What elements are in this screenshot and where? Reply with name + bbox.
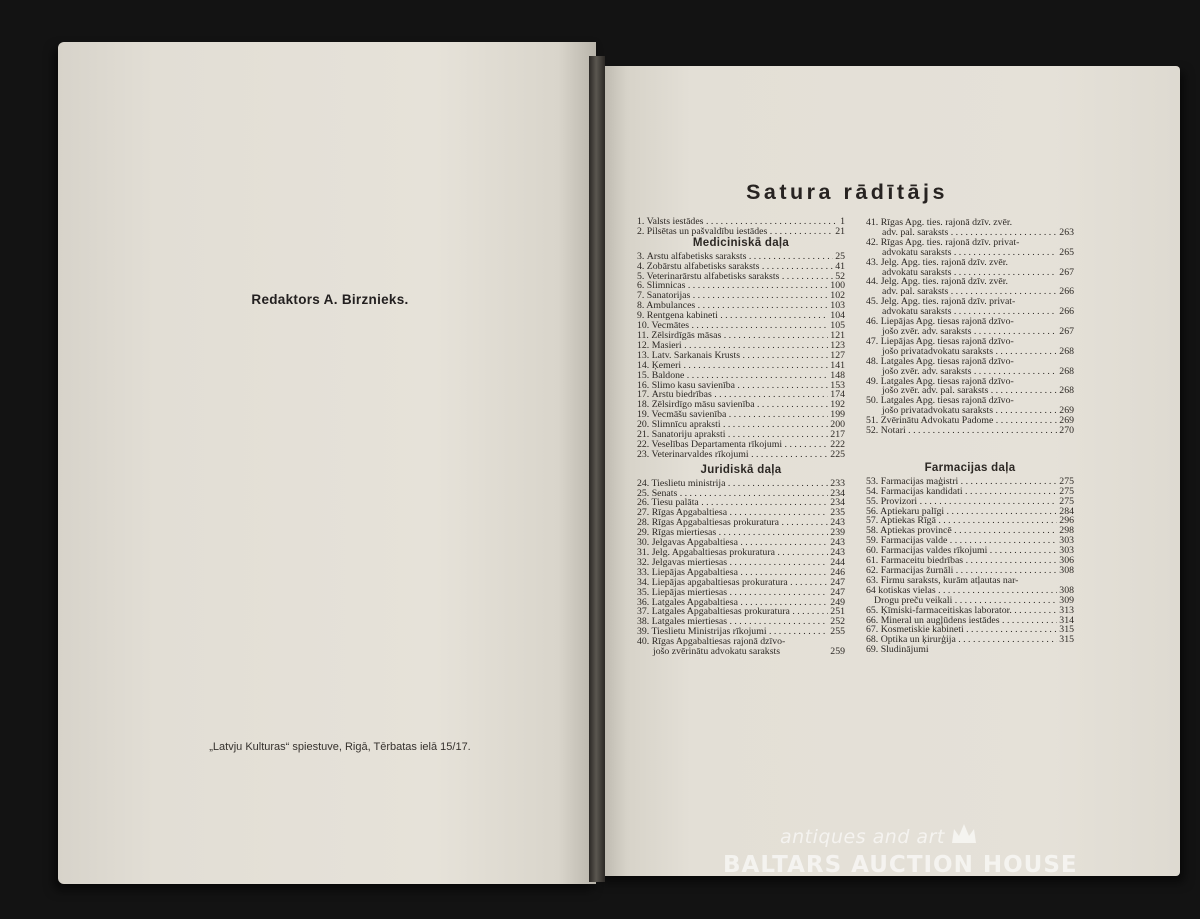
toc-entry-page: 303: [1059, 545, 1074, 557]
toc-entry: [637, 381, 845, 391]
toc-entry-text: 11. Žēlsirdīgās māsas . . .: [637, 331, 828, 341]
legal-tail-list: [866, 416, 1074, 436]
toc-entry: [866, 487, 1074, 497]
toc-entry-page: 268: [1059, 385, 1074, 397]
toc-entry-page: 275: [1059, 485, 1074, 497]
toc-entry-line: 43. Jelg. Apg. ties. rajonā dzīv. zvēr.: [866, 256, 1008, 268]
watermark-tagline: antiques and art: [780, 826, 945, 848]
toc-entry-line: 45. Jelg. Apg. ties. rajonā dzīv. privat-: [866, 296, 1016, 308]
medical-section-heading: Mediciniskā daļa: [692, 236, 790, 249]
toc-entry: [637, 390, 845, 400]
toc-entry-text: advokatu saraksts . . .: [866, 248, 1057, 258]
toc-entry-page: 199: [830, 409, 845, 421]
toc-entry-text: 8. Ambulances . . .: [637, 301, 828, 311]
toc-entry-page: 315: [1059, 634, 1074, 646]
toc-entry-page: 244: [830, 556, 845, 568]
toc-entry-page: 222: [830, 438, 845, 450]
toc-entry-page: 303: [1059, 535, 1074, 547]
toc-entry-text: 27. Rīgas Apgabaltiesa . . .: [637, 508, 828, 518]
toc-entry-text: jošo privatadvokatu saraksts . . .: [866, 406, 1057, 416]
toc-entry: [866, 526, 1074, 536]
toc-entry-text: 2. Pilsētas un pašvaldību iestādes . . .: [637, 227, 833, 237]
toc-entry-text: 35. Liepājas miertiesas . . .: [637, 588, 828, 598]
toc-entry: [637, 291, 845, 301]
toc-entry-text: 65. Ķīmiski-farmaceitiskas laborator. . . .: [866, 606, 1057, 616]
toc-entry-text: 54. Farmacijas kandidati . . .: [866, 487, 1057, 497]
toc-entry-page: 200: [830, 419, 845, 431]
toc-left-column: [637, 217, 845, 657]
toc-entry-page: 21: [835, 225, 845, 237]
toc-entry: [637, 351, 845, 361]
toc-entry-page: 100: [830, 280, 845, 292]
toc-entry-text: 18. Žēlsirdīgo māsu savienība . . .: [637, 400, 828, 410]
toc-entry-page: 275: [1059, 495, 1074, 507]
toc-entry-page: 103: [830, 300, 845, 312]
toc-entry-text: 62. Farmacijas žurnāli . . .: [866, 566, 1057, 576]
toc-entry: [637, 371, 845, 381]
toc-entry-text: 66. Mineral un augļūdens iestādes . . .: [866, 616, 1057, 626]
toc-entry-page: 266: [1059, 286, 1074, 298]
toc-entry-page: 243: [830, 547, 845, 558]
toc-entry-line: 44. Jelg. Apg. ties. rajonā dzīv. zvēr.: [866, 276, 1008, 288]
toc-entry-text: 7. Sanatorijas . . .: [637, 291, 828, 301]
toc-entry-page: 309: [1059, 594, 1074, 606]
toc-entry-page: 263: [1059, 226, 1074, 238]
toc-entry-page: 268: [1059, 365, 1074, 377]
toc-entry-page: 25: [835, 250, 845, 262]
toc-entry: [637, 498, 845, 508]
toc-entry: [637, 281, 845, 291]
toc-entry: [637, 538, 845, 548]
toc-entry-page: 104: [830, 310, 845, 322]
toc-entry: [866, 586, 1074, 596]
intro-list: [637, 217, 845, 237]
toc-entry: [637, 301, 845, 311]
toc-entry-text: 9. Rentgena kabineti . . .: [637, 311, 828, 321]
toc-title: Satura rādītājs: [746, 180, 948, 204]
auction-watermark: [718, 826, 1128, 896]
toc-entry-text: 59. Farmacijas valde . . .: [866, 536, 1057, 546]
toc-entry-page: 192: [830, 399, 845, 411]
toc-entry-line: 41. Rīgas Apg. ties. rajonā dzīv. zvēr.: [866, 217, 1013, 228]
toc-entry-text: 23. Veterinarvaldes rīkojumi . . .: [637, 450, 828, 460]
toc-right-column: [866, 218, 1074, 655]
crown-icon: [949, 821, 979, 847]
toc-entry-text: adv. pal. saraksts . . .: [866, 287, 1057, 297]
toc-entry-page: 268: [1059, 345, 1074, 357]
toc-entry: [866, 507, 1074, 517]
toc-entry-text: 19. Vecmāšu savienība . . .: [637, 410, 828, 420]
left-page: [58, 42, 596, 884]
toc-entry: [637, 450, 845, 460]
toc-entry-text: 10. Vecmātes . . .: [637, 321, 828, 331]
toc-entry: [637, 262, 845, 272]
legal-more-list: [866, 218, 1074, 416]
toc-entry: [866, 536, 1074, 546]
toc-entry-page: 315: [1059, 624, 1074, 636]
toc-entry-page: 266: [1059, 306, 1074, 318]
toc-entry: [637, 558, 845, 568]
toc-entry-text: 61. Farmaceitu biedrības . . .: [866, 556, 1057, 566]
toc-entry-page: 306: [1059, 555, 1074, 567]
toc-entry-page: 1: [840, 216, 845, 227]
pharmacy-section-heading: Farmacijas daļa: [924, 461, 1016, 474]
toc-entry-text: 30. Jelgavas Apgabaltiesa . . .: [637, 538, 828, 548]
toc-entry-page: 269: [1059, 405, 1074, 417]
toc-entry-page: 41: [835, 260, 845, 272]
toc-entry-page: 247: [830, 576, 845, 588]
pharmacy-tail-list: [866, 606, 1074, 646]
toc-entry-text: 6. Slimnicas . . .: [637, 281, 828, 291]
toc-entry-page: 246: [830, 566, 845, 578]
toc-entry-text: 53. Farmacijas maģistri . . .: [866, 477, 1057, 487]
toc-entry-page: 153: [830, 379, 845, 391]
toc-entry-text: jošo privatadvokatu saraksts . . .: [866, 347, 1057, 357]
toc-entry-page: 259: [830, 646, 845, 658]
toc-entry-page: 255: [830, 626, 845, 638]
toc-entry-page: 233: [830, 477, 845, 489]
toc-entry-page: 123: [830, 339, 845, 351]
toc-entry-page: 148: [830, 369, 845, 381]
toc-entry-text: 14. Ķemeri . . .: [637, 361, 828, 371]
toc-entry-text: 58. Aptiekas provincē . . .: [866, 526, 1057, 536]
toc-entry-page: 174: [830, 389, 845, 401]
toc-entry-line: 69. Sludinājumi: [866, 644, 929, 656]
toc-entry: [866, 426, 1074, 436]
legal-section-heading: Juridiskā daļa: [700, 463, 782, 476]
toc-entry-text: 13. Latv. Sarkanais Krusts . . .: [637, 351, 828, 361]
toc-entry: [637, 568, 845, 578]
toc-entry-text: 51. Zvērinātu Advokatu Padome . . .: [866, 416, 1057, 426]
toc-entry: [637, 598, 845, 608]
toc-entry-page: 217: [830, 429, 845, 441]
toc-entry: [866, 416, 1074, 426]
toc-entry-text: 32. Jelgavas miertiesas . . .: [637, 558, 828, 568]
toc-entry-text: 21. Sanatoriju apraksti . . .: [637, 430, 828, 440]
toc-entry-text: 64 kotiskas vielas . . .: [866, 586, 1057, 596]
toc-entry-page: 225: [830, 448, 845, 460]
toc-entry: [637, 331, 845, 341]
toc-entry: [866, 497, 1074, 507]
toc-entry-page: 121: [830, 329, 845, 341]
toc-entry-text: 39. Tieslietu Ministrijas rīkojumi . . .: [637, 627, 828, 637]
toc-entry: [637, 607, 845, 617]
toc-entry: [637, 518, 845, 528]
toc-entry-text: 25. Senats . . .: [637, 489, 828, 499]
toc-entry: [637, 508, 845, 518]
toc-entry-page: 243: [830, 537, 845, 549]
toc-entry-page: 308: [1059, 565, 1074, 576]
toc-entry: [866, 556, 1074, 566]
toc-entry-page: 52: [835, 270, 845, 282]
toc-entry-line: 40. Rīgas Apgabaltiesas rajonā dzīvo-: [637, 636, 786, 648]
toc-entry: [637, 489, 845, 499]
toc-entry-page: 314: [1059, 614, 1074, 626]
toc-entry: [866, 596, 1074, 606]
toc-entry-page: 298: [1059, 525, 1074, 537]
toc-entry-line: 48. Latgales Apg. tiesas rajonā dzīvo-: [866, 355, 1014, 367]
toc-entry-text: Drogu preču veikali . . .: [866, 596, 1057, 606]
toc-entry-text: jošo zvēr. adv. saraksts . . .: [866, 327, 1057, 337]
toc-entry-page: 235: [830, 507, 845, 519]
toc-entry-page: 313: [1059, 604, 1074, 616]
toc-entry-page: 243: [830, 517, 845, 529]
toc-entry: [637, 479, 845, 489]
toc-entry: [637, 430, 845, 440]
toc-entry: [866, 625, 1074, 635]
toc-entry: [866, 606, 1074, 616]
toc-entry-text: 55. Provizori . . .: [866, 497, 1057, 507]
toc-entry-page: 239: [830, 527, 845, 539]
toc-entry-text: 16. Slimo kasu savienība . . .: [637, 381, 828, 391]
toc-entry: [637, 588, 845, 598]
toc-entry: [866, 616, 1074, 626]
toc-entry-text: 36. Latgales Apgabaltiesa . . .: [637, 598, 828, 608]
toc-entry-text: 52. Notari . . .: [866, 426, 1057, 436]
toc-entry-text: jošo zvēr. adv. saraksts . . .: [866, 367, 1057, 377]
toc-entry-page: 267: [1059, 266, 1074, 278]
toc-entry: [637, 321, 845, 331]
toc-entry-page: 234: [830, 497, 845, 509]
toc-entry-page: 127: [830, 349, 845, 361]
toc-entry-page: 141: [830, 359, 845, 371]
toc-entry-text: 37. Latgales Apgabaltiesas prokuratura . . .: [637, 607, 828, 617]
toc-entry-text: adv. pal. saraksts . . .: [866, 228, 1057, 238]
toc-entry: [866, 477, 1074, 487]
toc-entry-text: jošo zvērinātu advokatu saraksts: [653, 646, 781, 658]
toc-entry-text: 33. Liepājas Apgabaltiesa . . .: [637, 568, 828, 578]
toc-entry-page: 308: [1059, 584, 1074, 596]
toc-entry-text: 67. Kosmetiskie kabineti . . .: [866, 625, 1057, 635]
watermark-house-name: BALTARS AUCTION HOUSE: [723, 852, 1078, 878]
toc-entry-line: 42. Rīgas Apg. ties. rajonā dzīv. privat-: [866, 236, 1020, 248]
toc-entry-text: 28. Rīgas Apgabaltiesas prokuratura . . .: [637, 518, 828, 528]
toc-entry: [637, 578, 845, 588]
toc-entry-line: 50. Latgales Apg. tiesas rajonā dzīvo-: [866, 395, 1014, 407]
toc-entry-page: 105: [830, 320, 845, 332]
pharmacy-list: [866, 477, 1074, 576]
toc-entry-text: 34. Liepājas apgabaltiesas prokuratura . . .: [637, 578, 828, 588]
toc-entry-text: advokatu saraksts . . .: [866, 307, 1057, 317]
toc-entry-page: 249: [830, 596, 845, 608]
toc-entry-page: 270: [1059, 425, 1074, 437]
toc-entry-page: 102: [830, 290, 845, 302]
medical-list: [637, 252, 845, 460]
toc-entry: [637, 361, 845, 371]
toc-entry-line: 46. Liepājas Apg. tiesas rajonā dzīvo-: [866, 316, 1014, 328]
toc-entry-text: 4. Zobārstu alfabetisks saraksts . . .: [637, 262, 833, 272]
toc-entry-text: 1. Valsts iestādes . . .: [637, 217, 838, 227]
toc-entry: [866, 367, 1074, 377]
toc-entry: [866, 546, 1074, 556]
toc-entry-text: 12. Masieri . . .: [637, 341, 828, 351]
toc-entry-text: 20. Slimnīcu apraksti . . .: [637, 420, 828, 430]
toc-entry: [637, 227, 845, 237]
toc-entry-page: 234: [830, 487, 845, 499]
toc-entry-text: 5. Veterinarārstu alfabetisks saraksts . . .: [637, 272, 833, 282]
book-spine: [589, 56, 605, 882]
toc-entry-line: 49. Latgales Apg. tiesas rajonā dzīvo-: [866, 375, 1014, 387]
toc-entry-line: 47. Liepājas Apg. tiesas rajonā dzīvo-: [866, 335, 1014, 347]
toc-entry-page: 252: [830, 616, 845, 628]
toc-entry-page: 267: [1059, 325, 1074, 337]
toc-entry-text: 56. Aptiekaru palīgi . . .: [866, 507, 1057, 517]
toc-entry-text: 31. Jelg. Apgabaltiesas prokuratura . . .: [637, 548, 828, 558]
toc-entry: [637, 617, 845, 627]
toc-entry-text: 15. Baldone . . .: [637, 371, 828, 381]
legal-list: [637, 479, 845, 638]
toc-entry-text: 22. Veselības Departamenta rīkojumi . . .: [637, 440, 828, 450]
toc-entry-text: 60. Farmacijas valdes rīkojumi . . .: [866, 546, 1057, 556]
toc-entry-text: 68. Optika un ķirurģija . . .: [866, 635, 1057, 645]
toc-entry: [637, 341, 845, 351]
toc-entry: [637, 440, 845, 450]
toc-entry: [637, 410, 845, 420]
toc-entry-text: advokatu saraksts . . .: [866, 268, 1057, 278]
toc-entry-text: 24. Tieslietu ministrija . . .: [637, 479, 828, 489]
toc-entry-text: 57. Aptiekas Rīgā . . .: [866, 516, 1057, 526]
toc-entry: [866, 406, 1074, 416]
toc-entry-text: 26. Tiesu palāta . . .: [637, 498, 828, 508]
toc-entry: [637, 420, 845, 430]
toc-entry: [637, 400, 845, 410]
toc-entry: [866, 516, 1074, 526]
printer-imprint: „Latvju Kulturas“ spiestuve, Rigā, Tērbatas ielā 15/17.: [209, 741, 471, 753]
toc-entry-page: 247: [830, 586, 845, 598]
toc-entry-line: 63. Firmu saraksts, kurām atļautas nar-: [866, 574, 1019, 586]
toc-entry: [637, 528, 845, 538]
toc-entry: [637, 252, 845, 262]
toc-entry-text: 17. Ārstu biedrības . . .: [637, 390, 828, 400]
toc-entry-page: 269: [1059, 415, 1074, 427]
toc-entry-text: 29. Rīgas miertiesas . . .: [637, 528, 828, 538]
toc-entry-text: 38. Latgales miertiesas . . .: [637, 617, 828, 627]
editor-credit: Redaktors A. Birznieks.: [251, 292, 409, 307]
toc-entry-page: 251: [830, 606, 845, 618]
toc-entry: [637, 647, 845, 657]
toc-entry: [637, 311, 845, 321]
toc-entry: [637, 272, 845, 282]
toc-entry-page: 284: [1059, 505, 1074, 517]
toc-entry: [637, 548, 845, 558]
toc-entry-text: jošo zvēr. adv. pal. saraksts . . .: [866, 386, 1057, 396]
toc-entry: [637, 217, 845, 227]
toc-entry-text: 3. Ārstu alfabetisks saraksts . . .: [637, 252, 833, 262]
toc-entry-page: 265: [1059, 246, 1074, 258]
toc-entry-page: 296: [1059, 515, 1074, 527]
toc-entry-page: 275: [1059, 475, 1074, 487]
